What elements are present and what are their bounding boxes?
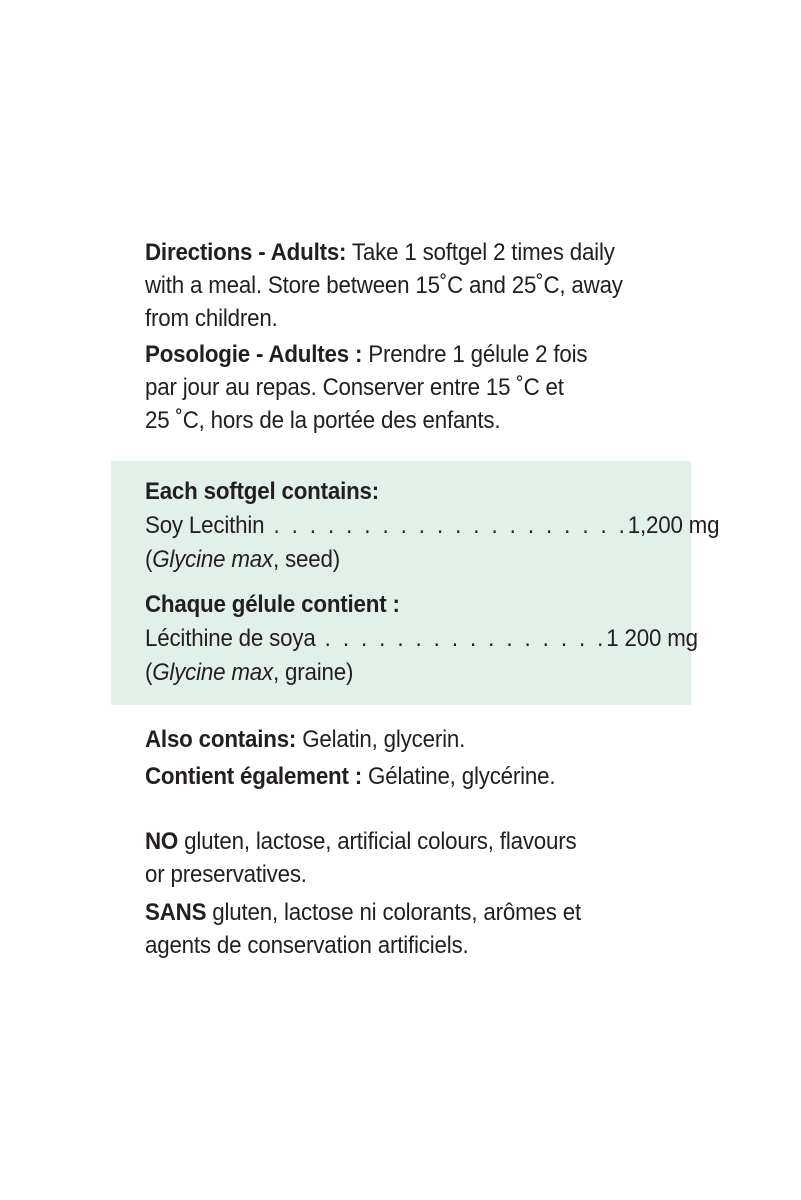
source-open-fr: ( — [145, 659, 153, 686]
directions-text-en-1: Take 1 softgel 2 times daily — [346, 239, 615, 266]
leader-dots-fr: . . . . . . . . . . . . . . . . — [315, 625, 607, 652]
ingredient-name-en: Soy Lecithin — [145, 512, 265, 539]
ingredients-title-fr — [145, 588, 629, 621]
source-open-en: ( — [145, 546, 153, 573]
free-from-fr — [145, 896, 629, 962]
directions-french — [145, 338, 629, 437]
directions-heading-en: Directions - Adults: — [145, 239, 347, 266]
source-part-fr: , graine) — [273, 659, 354, 686]
ingredient-name-fr: Lécithine de soya — [145, 625, 316, 652]
free-from-text-en-2: or preservatives. — [145, 861, 307, 888]
free-from-text-fr-2: agents de conservation artificiels. — [145, 932, 469, 959]
directions-text-en-3: from children. — [145, 305, 278, 332]
ingredient-source-fr — [145, 656, 629, 689]
free-from-text-fr-1: gluten, lactose ni colorants, arômes et — [206, 899, 581, 926]
ingredient-source-en — [145, 543, 629, 576]
directions-text-en-2: with a meal. Store between 15˚C and 25˚C, away — [145, 272, 623, 299]
leader-dots-en: . . . . . . . . . . . . . . . . . . . . — [264, 512, 628, 539]
also-heading-en: Also contains: — [145, 726, 297, 753]
free-from-heading-fr: SANS — [145, 899, 207, 926]
also-text-en: Gelatin, glycerin. — [296, 726, 466, 753]
directions-text-fr-1: Prendre 1 gélule 2 fois — [362, 341, 588, 368]
directions-heading-fr: Posologie - Adultes : — [145, 341, 363, 368]
also-text-fr: Gélatine, glycérine. — [362, 763, 556, 790]
ingredients-title-en — [145, 475, 629, 508]
free-from-text-en-1: gluten, lactose, artificial colours, flavours — [178, 828, 577, 855]
ingredient-amount-fr: 1 200 mg — [606, 625, 698, 652]
ingredients-title-en-text: Each softgel contains: — [145, 478, 380, 505]
ingredient-row-fr — [145, 622, 698, 655]
latin-name-fr: Glycine max — [152, 659, 274, 686]
ingredient-amount-en: 1,200 mg — [627, 512, 720, 539]
free-from-heading-en: NO — [145, 828, 179, 855]
also-contains-fr — [145, 760, 629, 793]
free-from-en — [145, 825, 629, 891]
directions-text-fr-3: 25 ˚C, hors de la portée des enfants. — [145, 407, 501, 434]
ingredients-title-fr-text: Chaque gélule contient : — [145, 591, 400, 618]
directions-text-fr-2: par jour au repas. Conserver entre 15 ˚C et — [145, 374, 564, 401]
directions-english — [145, 236, 629, 335]
latin-name-en: Glycine max — [152, 546, 274, 573]
source-part-en: , seed) — [273, 546, 340, 573]
also-contains-en — [145, 723, 629, 756]
also-heading-fr: Contient également : — [145, 763, 363, 790]
ingredient-row-en — [145, 509, 720, 542]
